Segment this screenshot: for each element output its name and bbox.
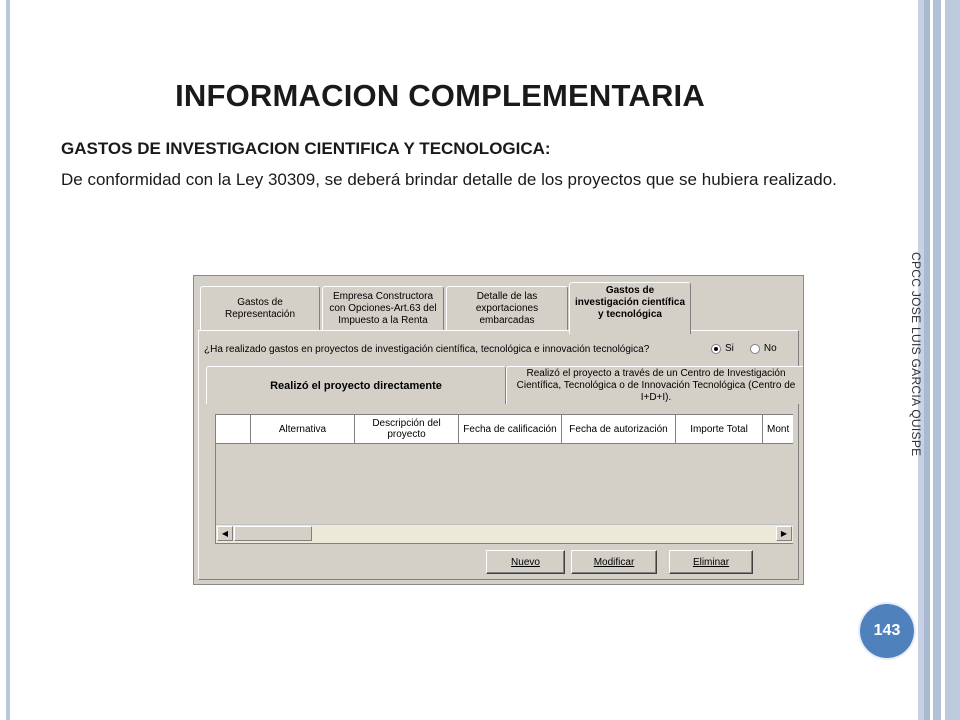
column-header[interactable]: Importe Total — [676, 415, 763, 444]
column-header[interactable]: Fecha de calificación — [459, 415, 562, 444]
tab-detalle-exportaciones[interactable]: Detalle de las exportaciones embarcadas — [446, 286, 568, 331]
scrollbar-thumb[interactable] — [234, 526, 312, 541]
subtab-directo[interactable]: Realizó el proyecto directamente — [206, 366, 506, 404]
horizontal-scrollbar[interactable] — [216, 524, 793, 543]
grid-header-row — [216, 415, 793, 444]
right-band-decoration — [933, 0, 941, 720]
column-header[interactable]: Alternativa — [251, 415, 355, 444]
scroll-left-icon[interactable]: ◀ — [217, 526, 233, 541]
yes-no-radio-group — [711, 343, 777, 354]
tab-empresa-constructora[interactable]: Empresa Constructora con Opciones-Art.63 del Impuesto a la Renta — [322, 286, 444, 331]
column-header[interactable]: Descripción del proyecto — [355, 415, 459, 444]
subtab-centro-investigacion[interactable]: Realizó el proyecto a través de un Centro de Investigación Científica, Tecnológica o de Innovación Tecnológica (Centro de I+D+I). — [506, 366, 804, 404]
projects-grid — [215, 414, 793, 544]
column-header[interactable]: Mont — [763, 415, 793, 444]
question-label: ¿Ha realizado gastos en proyectos de investigación científica, tecnológica e innovación tecnológica? — [204, 344, 650, 355]
radio-yes-label: Si — [725, 343, 734, 354]
eliminar-button[interactable]: Eliminar — [669, 550, 753, 574]
radio-no[interactable] — [750, 344, 760, 354]
grid-body[interactable] — [216, 444, 793, 525]
nuevo-button[interactable]: Nuevo — [486, 550, 565, 574]
author-side-label: CPCC JOSE LUIS GARCIA QUISPE — [909, 252, 923, 457]
modificar-button[interactable]: Modificar — [571, 550, 657, 574]
right-band-decoration — [945, 0, 960, 720]
radio-no-label: No — [763, 343, 777, 354]
tab-gastos-investigacion[interactable]: Gastos de investigación científica y tecnológica — [569, 282, 691, 334]
slide-title: INFORMACION COMPLEMENTARIA — [175, 78, 705, 113]
app-window — [193, 275, 804, 585]
slide-body-text: De conformidad con la Ley 30309, se deberá brindar detalle de los proyectos que se hubiera realizado. — [61, 170, 837, 189]
slide-subheading: GASTOS DE INVESTIGACION CIENTIFICA Y TECNOLOGICA: — [61, 139, 551, 158]
grid-row-selector-header — [216, 415, 251, 444]
radio-yes[interactable] — [711, 344, 721, 354]
radio-selected-dot — [714, 347, 718, 351]
scroll-right-icon[interactable]: ▶ — [776, 526, 792, 541]
column-header[interactable]: Fecha de autorización — [562, 415, 676, 444]
tab-gastos-representacion[interactable]: Gastos de Representación — [200, 286, 320, 331]
page-number-badge: 143 — [860, 604, 914, 658]
main-tabstrip — [198, 280, 799, 332]
